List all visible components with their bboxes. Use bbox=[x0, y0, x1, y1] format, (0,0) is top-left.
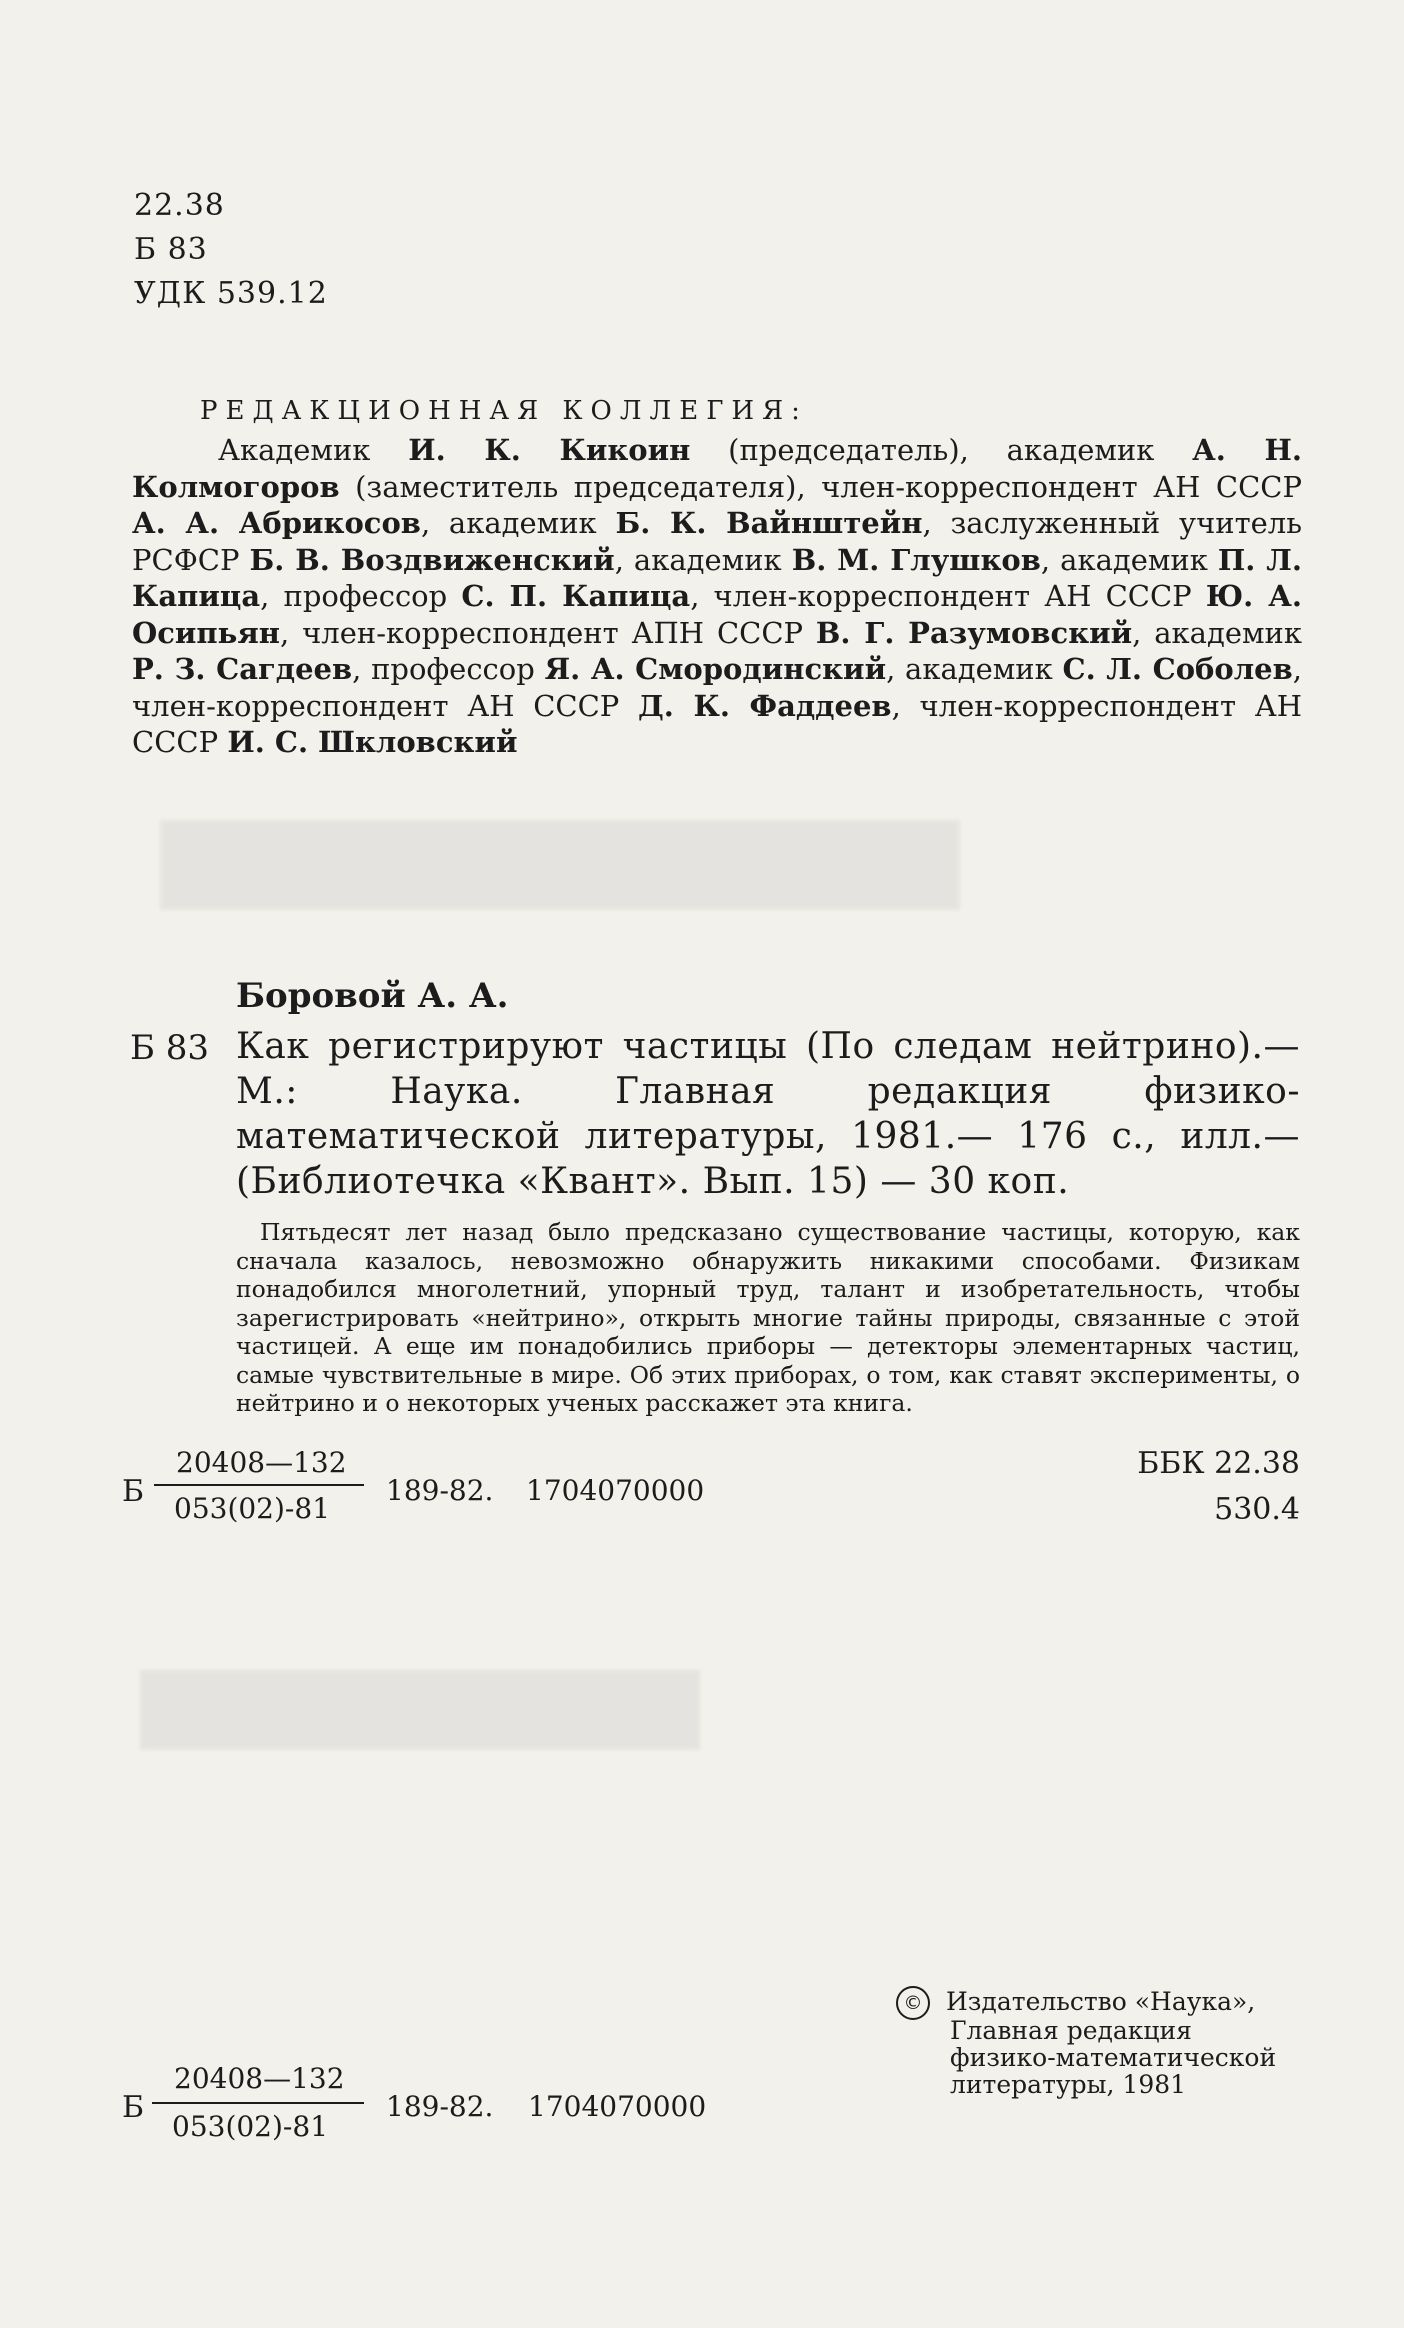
catalog-denominator: 053(02)-81 bbox=[174, 1492, 331, 1525]
catalog-code: 1704070000 bbox=[526, 1474, 705, 1507]
fraction-line bbox=[154, 1484, 364, 1486]
board-member-title: , академик bbox=[1040, 542, 1218, 577]
copyright-icon: © bbox=[896, 1986, 930, 2020]
board-member-name: В. М. Глушков bbox=[791, 542, 1041, 577]
board-member-name: С. Л. Соболев bbox=[1062, 652, 1293, 686]
catalog-number: 189-82. bbox=[386, 1474, 494, 1507]
catalog-numerator: 20408—132 bbox=[174, 2062, 345, 2095]
editorial-board-list bbox=[132, 432, 1302, 761]
show-through-shadow bbox=[140, 1670, 700, 1750]
board-member-title: (заместитель председателя), член-корреспондент АН СССР bbox=[339, 469, 1302, 504]
board-member-name: И. С. Шкловский bbox=[227, 725, 518, 759]
board-member-title: Академик bbox=[218, 433, 409, 467]
catalog-numerator: 20408—132 bbox=[176, 1446, 347, 1479]
board-member-title: , академик bbox=[614, 542, 792, 577]
board-member-title: , академик bbox=[420, 506, 616, 540]
bbk-classification: ББК 22.38 bbox=[1137, 1446, 1300, 1481]
bibliographic-description: Как регистрируют частицы (По следам нейтрино).— М.: Наука. Главная редакция физико-математической литературы, 1981.— 176 с., илл.— (Библиотечка «Квант». Вып. 15) — 30 коп. bbox=[236, 1026, 1300, 1202]
catalog-denominator: 053(02)-81 bbox=[172, 2110, 329, 2143]
fraction-line bbox=[152, 2102, 364, 2104]
board-member-title: , член-корреспондент АПН СССР bbox=[280, 615, 816, 650]
udk-code: УДК 539.12 bbox=[134, 276, 328, 311]
bbk-classification-subcode: 530.4 bbox=[1214, 1492, 1300, 1527]
board-member-name: Р. З. Сагдеев bbox=[132, 652, 353, 686]
board-member-title: , профессор bbox=[352, 652, 545, 686]
board-member-name: П. Л. Капица bbox=[132, 542, 1303, 613]
copyright-line-3: физико-математической bbox=[950, 2043, 1277, 2072]
board-member-name: Б. В. Воздвиженский bbox=[249, 542, 615, 577]
board-member-title: (председатель), академик bbox=[690, 433, 1193, 467]
copyright-line-4: литературы, 1981 bbox=[950, 2070, 1187, 2099]
catalog-letter: Б bbox=[122, 2090, 145, 2125]
catalog-number: 189-82. bbox=[386, 2090, 494, 2123]
catalog-letter: Б bbox=[122, 1474, 145, 1509]
catalog-code: 1704070000 bbox=[528, 2090, 707, 2123]
board-member-title: , заслуженный учитель РСФСР bbox=[132, 506, 1302, 577]
board-member-name: Ю. А. Осипьян bbox=[132, 579, 1302, 650]
author-mark: Б 83 bbox=[134, 232, 208, 267]
board-member-title: , член-корреспондент АН СССР bbox=[132, 652, 1303, 723]
copyright-line-2: Главная редакция bbox=[950, 2016, 1192, 2045]
record-index: Б 83 bbox=[130, 1028, 210, 1068]
editorial-board-title: РЕДАКЦИОННАЯ КОЛЛЕГИЯ: bbox=[200, 396, 808, 426]
copyright-line-1: Издательство «Наука», bbox=[946, 1987, 1256, 2016]
board-member-name: И. К. Кикоин bbox=[408, 433, 691, 467]
board-member-name: В. Г. Разумовский bbox=[815, 615, 1133, 650]
author-name: Боровой А. А. bbox=[236, 976, 509, 1016]
board-member-title: , член-корреспондент АН СССР bbox=[132, 688, 1302, 759]
show-through-shadow bbox=[160, 820, 960, 910]
board-member-name: Д. К. Фаддеев bbox=[638, 688, 892, 723]
board-member-name: Я. А. Смородинский bbox=[544, 652, 887, 686]
bbk-code: 22.38 bbox=[134, 188, 225, 223]
board-member-title: , академик bbox=[886, 652, 1063, 686]
board-member-name: А. Н. Колмогоров bbox=[132, 433, 1302, 504]
board-member-name: А. А. Абрикосов bbox=[132, 506, 421, 540]
board-member-name: С. П. Капица bbox=[461, 579, 691, 613]
book-abstract: Пятьдесят лет назад было предсказано существование частицы, которую, как сначала казалось, невозможно обнаружить никакими способами. Физикам понадобился многолетний, упорный труд, талант и изобретательность, чтобы зарегистрировать «нейтрино», открыть многие тайны природы, связанные с этой частицей. А еще им понадобились приборы — детекторы элементарных частиц, самые чувствительные в мире. Об этих приборах, о том, как ставят эксперименты, о нейтрино и о некоторых ученых расскажет эта книга. bbox=[236, 1218, 1300, 1417]
board-member-name: Б. К. Вайнштейн bbox=[615, 506, 923, 540]
board-member-title: , академик bbox=[1132, 615, 1302, 650]
board-member-title: , член-корреспондент АН СССР bbox=[690, 579, 1206, 613]
board-member-title: , профессор bbox=[260, 579, 462, 613]
